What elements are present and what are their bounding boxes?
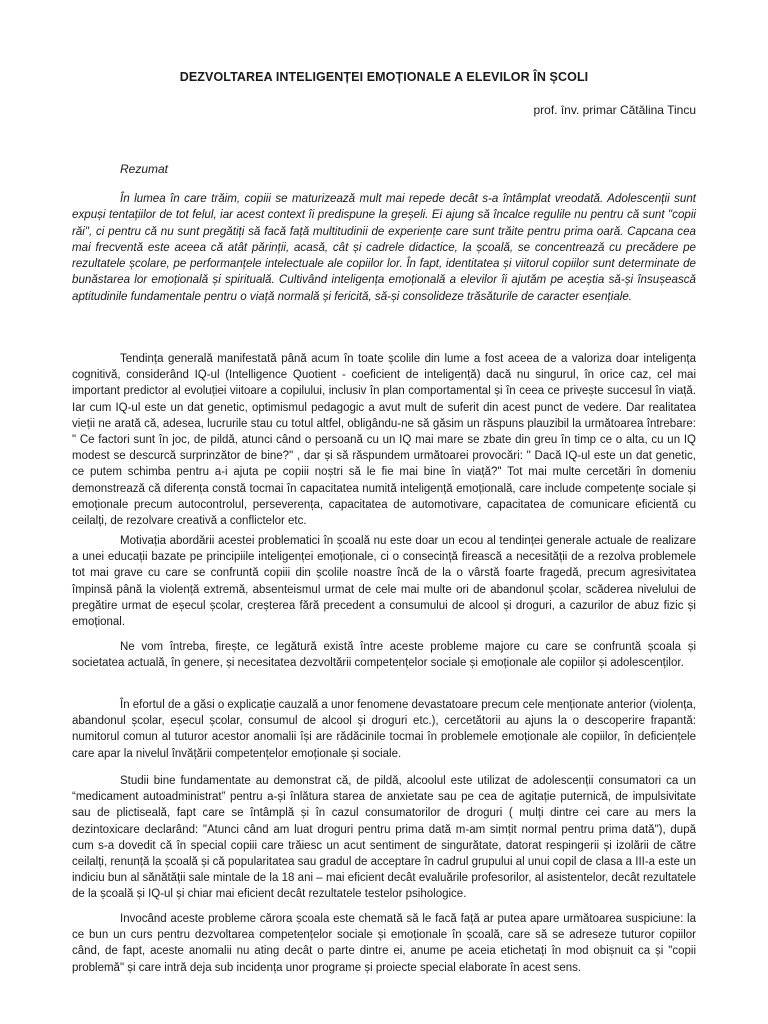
body-paragraph-3: Ne vom întreba, firește, ce legătură există între aceste probleme majore cu care se confruntă școala și societatea actuală, în genere, și necesitatea dezvoltării competențelor sociale și emoționale ale copiilor și adolescenților. — [72, 641, 696, 670]
abstract-text: În lumea în care trăim, copiii se maturizează mult mai repede decât s-a întâmplat vreodată. Adolescenții sunt expuși tentațiilor de tot felul, iar acest context îi predispune la greșeli. Ei ajung să încalce regulile nu pentru că sunt "copii răi", ci pentru că nu sunt pregătiți să facă față multitudinii de experiențe care sunt trăite pentru prima oară. Capcana cea mai frecventă este aceea că atât părinții, acasă, cât și cadrele didactice, la școală, se concentrează cu precădere pe rezultatele școlare, pe performanțele intelectuale ale copiilor lor. În fapt, identitatea și viitorul copiilor sunt determinate de bunăstarea lor emoțională și spirituală. Cultivând inteligența emoțională a elevilor îi ajutăm pe aceștia să-și însușească aptitudinile fundamentale pentru o viață normală și fericită, să-și consolideze trăsăturile de caracter esențiale. — [72, 192, 696, 303]
body-paragraph-1: Tendința generală manifestată până acum în toate școlile din lume a fost aceea de a valoriza doar inteligența cognitivă, considerând IQ-ul (Intelligence Quotient - coeficient de inteligență) dacă nu singurul, în orice caz, cel mai important predictor al evoluției viitoare a copilului, inclusiv în plan comportamental și în ceea ce privește succesul în viață. Iar cum IQ-ul este un dat genetic, optimismul pedagogic a avut mult de suferit din acest punct de vedere. Dar realitatea vieții ne arată că, adesea, lucrurile stau cu totul altfel, obligându-ne să găsim un răspuns plauzibil la următoarea întrebare: " Ce factori sunt în joc, de pildă, atunci când o persoană cu un IQ mai mare se zbate din greu în timp ce o alta, cu un IQ modest se descurcă surprinzător de bine?" , dar și să răspundem următoarei provocări: " Dacă IQ-ul este un dat genetic, ce putem schimba pentru a-i ajuta pe copiii noștri să le fie mai bine în viață?" Tot mai multe cercetări în domeniu demonstrează că diferența constă tocmai în capacitatea numită inteligență emoțională, care include competențe sociale și emoționale precum autocontrolul, perseverența, capacitatea de automotivare, capacitatea de comunicare eficientă cu ceilalți, de rezolvare creativă a conflictelor etc. — [72, 353, 696, 528]
author-line: prof. înv. primar Cătălina Tincu — [533, 103, 696, 117]
body-paragraph-5: Studii bine fundamentate au demonstrat că, de pildă, alcoolul este utilizat de adolescenții consumatori ca un “medicament autoadministrat” pentru a-și înlătura starea de anxietate sau pe cea de agitație puternică, de impulsivitate sau de plictiseală, fapt care se întâmplă și în cazul consumatorilor de droguri ( mulți dintre cei care au mers la dezintoxicare declarând: "Atunci când am luat droguri pentru prima dată m-am simțit normal pentru prima dată"), după cum s-a dovedit că în special copiii care trăiesc un acut sentiment de singurătate, datorat respingerii și izolării de către ceilalți, renunță la școală și că popularitatea sau gradul de acceptare în cadrul grupului al unui copil de clasa a III-a este un indiciu bun al sănătății sale mintale de la 18 ani – mai eficient decât evaluările profesorilor, al asistentelor, decât rezultatele de la școală și IQ-ul și chiar mai eficient decât rezultatele testelor psihologice. — [72, 775, 696, 901]
abstract-heading: Rezumat — [120, 162, 169, 176]
body-paragraph-6: Invocând aceste probleme cărora școala este chemată să le facă față ar putea apare următoarea suspiciune: la ce bun un curs pentru dezvoltarea competențelor sociale și emoționale în școală, care să se adreseze tuturor copiilor când, de fapt, aceste anomalii nu ating decât o parte dintre ei, anume pe aceia etichetați în mod obișnuit ca și "copii problemă" și care intră deja sub incidența unor programe și proiecte special elaborate în acest sens. — [72, 913, 696, 974]
body-paragraph-4: În efortul de a găsi o explicație cauzală a unor fenomene devastatoare precum cele menționate anterior (violența, abandonul școlar, eșecul școlar, consumul de alcool și droguri etc.), cercetătorii au ajuns la o descoperire frapantă: numitorul comun al tuturor acestor anomalii își are rădăcinile tocmai în problemele emoționale ale copiilor, în deficiențele care apar la nivelul învățării competențelor emoționale și sociale. — [72, 699, 696, 760]
body-paragraph-2: Motivația abordării acestei problematici în școală nu este doar un ecou al tendinței generale actuale de realizare a unei educații bazate pe principiile inteligenței emoționale, ci o consecință firească a necesității de a rezolva problemele tot mai grave cu care se confruntă copiii din școlile noastre încă de la o vârstă foarte fragedă, precum agresivitatea împinsă până la violență extremă, absenteismul urmat de cele mai multe ori de abandonul școlar, scăderea nivelului de pregătire urmat de eșecul școlar, creșterea fără precedent a consumului de alcool și droguri, a cazurilor de abuz fizic și emoțional. — [72, 535, 696, 629]
document-title: DEZVOLTAREA INTELIGENȚEI EMOȚIONALE A ELEVILOR ÎN ȘCOLI — [179, 70, 589, 84]
